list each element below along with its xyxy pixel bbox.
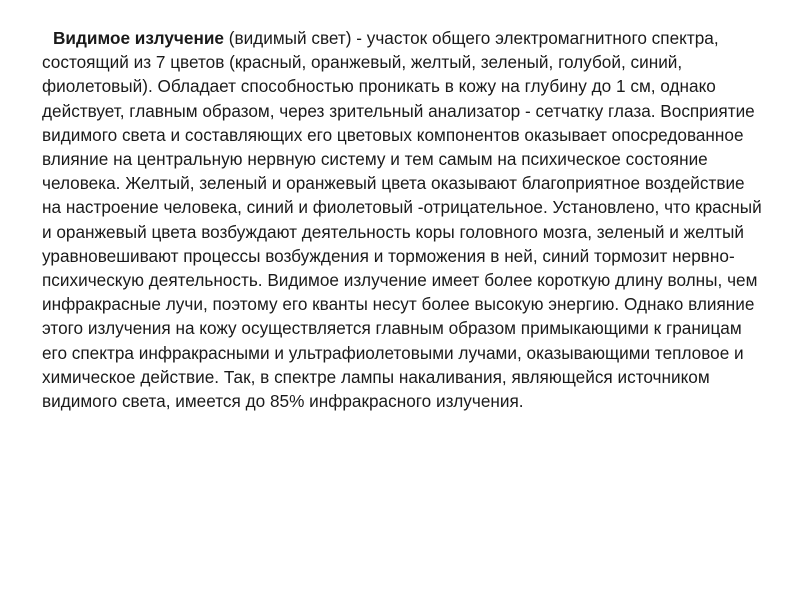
term-visible-radiation: Видимое излучение — [53, 28, 224, 48]
body-paragraph — [42, 26, 762, 413]
paragraph-text: (видимый свет) - участок общего электромагнитного спектра, состоящий из 7 цветов (красный, оранжевый, желтый, зеленый, голубой, синий, фиолетовый). Обладает способностью проникать в кожу на глубину до 1 см, однако действует, главным образом, через зрительный анализатор - сетчатку глаза. Восприятие видимого света и составляющих его цветовых компонентов оказывает опосредованное влияние на центральную нервную систему и тем самым на психическое состояние человека. Желтый, зеленый и оранжевый цвета оказывают благоприятное воздействие на настроение человека, синий и фиолетовый -отрицательное. Установлено, что красный и оранжевый цвета возбуждают деятельность коры головного мозга, зеленый и желтый уравновешивают процессы возбуждения и торможения в ней, синий тормозит нервно-психическую деятельность. Видимое излучение имеет более короткую длину волны, чем инфракрасные лучи, поэтому его кванты несут более высокую энергию. Однако влияние этого излучения на кожу осуществляется главным образом примыкающими к границам его спектра инфракрасными и ультрафиолетовыми лучами, оказывающими тепловое и химическое действие. Так, в спектре лампы накаливания, являющейся источником видимого света, имеется до 85% инфракрасного излучения. — [42, 28, 762, 412]
